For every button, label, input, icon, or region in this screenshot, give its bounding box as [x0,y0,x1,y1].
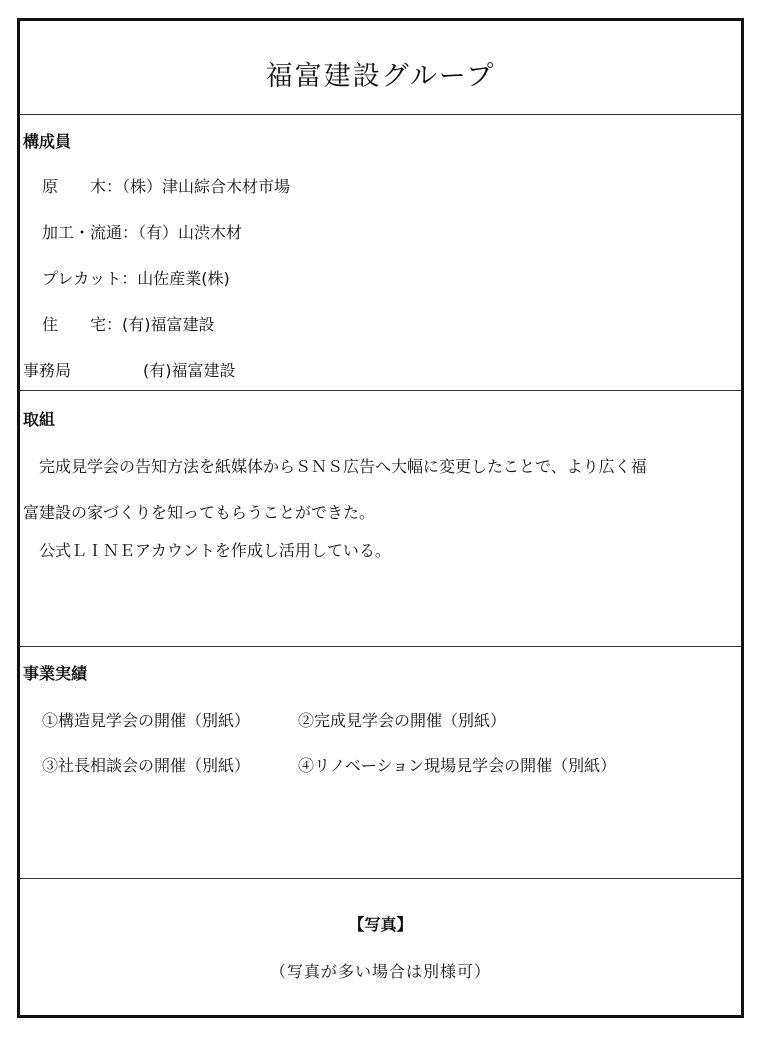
result-item: ②完成見学会の開催（別紙） [298,711,507,730]
member-value: （株）津山綜合木材市場 [122,177,291,196]
photo-section [20,879,741,1015]
page-title: 福富建設グループ [265,61,496,92]
member-label: 加工・流通： [42,223,139,242]
work-text-line: 完成見学会の告知方法を紙媒体からＳＮＳ広告へ大幅に変更したことで、より広く福 [23,457,647,476]
work-text-line: 富建設の家づくりを知ってもらうことができた。 [23,503,376,522]
photo-note: （写真が多い場合は別様可） [269,962,491,981]
member-label: 住 宅： [42,315,123,334]
office-label: 事務局 [23,361,72,380]
member-row-housing [42,312,215,335]
result-item: ④リノベーション現場見学会の開催（別紙） [298,756,617,775]
office-value: (有)福富建設 [143,361,236,380]
member-value: （有）山渋木材 [138,223,243,242]
photo-title: 【写真】 [348,915,413,934]
results-heading: 事業実績 [23,664,88,683]
members-heading: 構成員 [23,132,72,151]
members-section [20,115,741,391]
title-section [20,21,741,115]
work-heading: 取組 [23,410,56,429]
work-text-line: 公式ＬＩＮＥアカウントを作成し活用している。 [23,541,391,560]
member-value: (有)福富建設 [122,315,215,334]
results-section [20,647,741,879]
member-label: プレカット： [42,269,138,288]
result-item: ③社長相談会の開催（別紙） [42,756,251,775]
work-section [20,391,741,647]
result-item: ①構造見学会の開催（別紙） [42,711,251,730]
member-row-processing [42,220,242,243]
member-value: 山佐産業(株) [137,269,230,288]
member-row-timber [42,174,290,197]
document-frame [17,18,744,1018]
member-label: 原 木： [42,177,123,196]
member-row-precut [42,266,230,289]
